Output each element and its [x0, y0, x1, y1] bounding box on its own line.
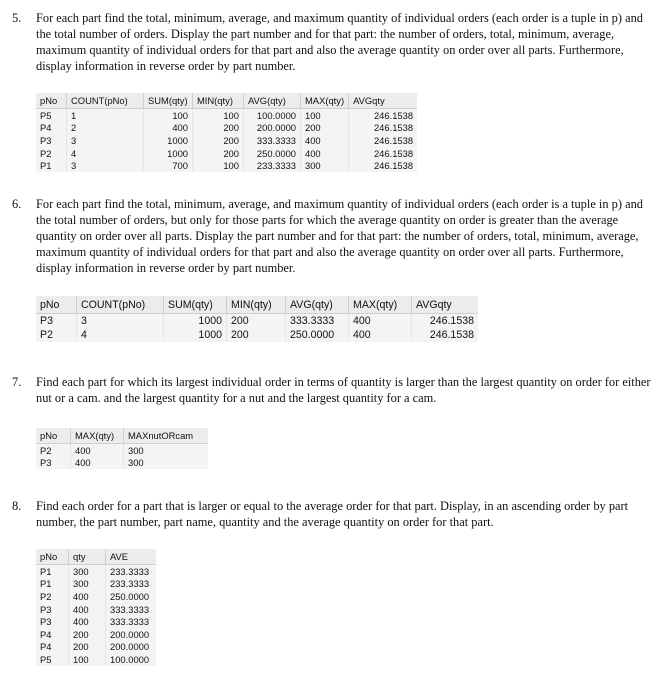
- table-row: [36, 159, 417, 172]
- table-cell: P5: [36, 109, 67, 122]
- column-header: MAX(qty): [349, 296, 412, 314]
- data-table: [36, 93, 417, 172]
- table-cell: P3: [36, 457, 71, 470]
- question-8: [12, 498, 652, 530]
- table-cell: P4: [36, 641, 69, 654]
- table-cell: 1000: [144, 134, 193, 147]
- table-row: [36, 628, 156, 641]
- table-row: [36, 109, 417, 122]
- table-cell: 250.0000: [286, 328, 349, 342]
- table-cell: 300: [128, 457, 144, 469]
- table-cell: P4: [36, 122, 67, 135]
- table-cell: 100.0000: [244, 109, 301, 122]
- result-table-q6: [36, 296, 478, 342]
- result-table-q7: [36, 428, 208, 469]
- column-header: MAX(qty): [301, 93, 349, 109]
- data-table: [36, 549, 156, 666]
- table-cell: 4: [77, 328, 164, 342]
- table-cell: P4: [36, 628, 69, 641]
- question-number: 7.: [12, 375, 22, 389]
- column-header: SUM(qty): [164, 296, 227, 314]
- table-cell: 100: [301, 109, 349, 122]
- table-cell: 400: [71, 457, 124, 470]
- column-header: MAXnutORcam: [124, 428, 209, 444]
- table-cell: 400: [71, 444, 124, 457]
- result-table-q8: [36, 549, 156, 666]
- column-header: MAX(qty): [71, 428, 124, 444]
- table-cell: 200: [69, 641, 106, 654]
- table-cell: 200.0000: [110, 628, 150, 640]
- column-header: pNo: [36, 428, 71, 444]
- table-cell: 100: [193, 159, 244, 172]
- table-cell: 233.3333: [244, 159, 301, 172]
- column-header: AVG(qty): [286, 296, 349, 314]
- table-row: [36, 444, 208, 457]
- table-cell: 400: [69, 615, 106, 628]
- table-cell: 200: [227, 314, 286, 329]
- table-cell: 3: [67, 159, 144, 172]
- table-cell: P2: [36, 328, 77, 342]
- table-cell: 233.3333: [110, 578, 150, 590]
- column-header: AVG(qty): [244, 93, 301, 109]
- table-cell: P1: [36, 578, 69, 591]
- table-cell: 200: [301, 122, 349, 135]
- table-cell: 100: [144, 109, 193, 122]
- table-cell: 400: [69, 603, 106, 616]
- data-table: [36, 428, 208, 469]
- question-text: For each part find the total, minimum, average, and maximum quantity of individual orders (each order is a tuple in p) and the total number of orders. Display the part number and for that part: the number of orders, total, minimum, average, maximum quantity of individual orders for that part and also the average quantity on order over all parts. Furthermore, display information in reverse order by part number.: [36, 11, 643, 73]
- table-cell: P3: [36, 615, 69, 628]
- table-cell: 333.3333: [286, 314, 349, 329]
- table-cell: 246.1538: [373, 160, 414, 172]
- table-row: [36, 314, 478, 329]
- question-text: For each part find the total, minimum, average, and maximum quantity of individual orders (each order is a tuple in p) and the total number of orders, but only for those parts for which the average quantity on order is greater than the average quantity on order over all parts. Display the part number and for that part: the number of orders, total, minimum, average, maximum quantity of individual orders for that part and also the average quantity on order over all parts. Furthermore, display information in reverse order by part number.: [36, 197, 643, 275]
- table-cell: 100: [69, 653, 106, 666]
- table-cell: 3: [77, 314, 164, 329]
- table-cell: 1000: [164, 314, 227, 329]
- table-cell: 3: [67, 134, 144, 147]
- table-cell: 246.1538: [373, 109, 414, 121]
- table-cell: P5: [36, 653, 69, 666]
- column-header: SUM(qty): [144, 93, 193, 109]
- table-cell: 400: [349, 328, 412, 342]
- table-cell: 400: [301, 147, 349, 160]
- table-header-row: [36, 296, 478, 314]
- table-cell: P1: [36, 565, 69, 578]
- table-cell: 333.3333: [110, 616, 150, 628]
- table-row: [36, 641, 156, 654]
- table-cell: 400: [144, 122, 193, 135]
- column-header: pNo: [36, 296, 77, 314]
- table-cell: P3: [36, 314, 77, 329]
- column-header: qty: [69, 549, 106, 565]
- table-cell: P2: [36, 147, 67, 160]
- table-cell: 246.1538: [429, 329, 474, 341]
- table-cell: 250.0000: [110, 590, 150, 602]
- question-5: [12, 10, 652, 74]
- table-cell: 100.0000: [110, 653, 150, 665]
- question-text: Find each order for a part that is larger or equal to the average order for that part. Display, in an ascending order by part number, the part number, part name, quantity and the average quantity on order for that part.: [36, 499, 629, 529]
- question-text: Find each part for which its largest individual order in terms of quantity is larger than the largest quantity on order for either nut or a cam. and the largest quantity for a nut and the largest quantity for a cam.: [36, 375, 651, 405]
- table-cell: 4: [67, 147, 144, 160]
- table-header-row: [36, 549, 156, 565]
- column-header: pNo: [36, 93, 67, 109]
- column-header: AVGqty: [349, 93, 418, 109]
- table-cell: 100: [193, 109, 244, 122]
- question-7: [12, 374, 652, 406]
- table-cell: 1000: [164, 328, 227, 342]
- table-row: [36, 134, 417, 147]
- table-cell: P1: [36, 159, 67, 172]
- table-cell: 400: [301, 134, 349, 147]
- column-header: MIN(qty): [193, 93, 244, 109]
- table-row: [36, 653, 156, 666]
- table-cell: 300: [69, 578, 106, 591]
- table-cell: 250.0000: [244, 147, 301, 160]
- table-cell: P3: [36, 603, 69, 616]
- table-row: [36, 615, 156, 628]
- table-cell: 1: [67, 109, 144, 122]
- question-6: [12, 196, 652, 276]
- table-cell: 200.0000: [244, 122, 301, 135]
- table-cell: 200: [193, 122, 244, 135]
- table-cell: 200: [227, 328, 286, 342]
- table-row: [36, 565, 156, 578]
- table-cell: 300: [128, 444, 144, 456]
- table-cell: P3: [36, 134, 67, 147]
- table-cell: 2: [67, 122, 144, 135]
- result-table-q5: [36, 93, 417, 172]
- table-cell: 200.0000: [110, 641, 150, 653]
- data-table: [36, 296, 478, 342]
- table-cell: P2: [36, 590, 69, 603]
- question-number: 5.: [12, 11, 22, 25]
- table-cell: 246.1538: [373, 134, 414, 146]
- table-cell: 333.3333: [244, 134, 301, 147]
- table-header-row: [36, 428, 208, 444]
- table-header-row: [36, 93, 417, 109]
- column-header: pNo: [36, 549, 69, 565]
- table-row: [36, 457, 208, 470]
- table-cell: 400: [349, 314, 412, 329]
- column-header: COUNT(pNo): [77, 296, 164, 314]
- table-cell: P2: [36, 444, 71, 457]
- table-row: [36, 578, 156, 591]
- table-cell: 400: [69, 590, 106, 603]
- table-cell: 200: [193, 134, 244, 147]
- column-header: AVE: [106, 549, 157, 565]
- table-row: [36, 147, 417, 160]
- table-cell: 333.3333: [110, 603, 150, 615]
- table-cell: 300: [301, 159, 349, 172]
- column-header: AVGqty: [412, 296, 479, 314]
- table-cell: 246.1538: [373, 122, 414, 134]
- column-header: COUNT(pNo): [67, 93, 144, 109]
- question-number: 6.: [12, 197, 22, 211]
- table-cell: 700: [144, 159, 193, 172]
- column-header: MIN(qty): [227, 296, 286, 314]
- table-row: [36, 590, 156, 603]
- table-cell: 200: [193, 147, 244, 160]
- table-cell: 233.3333: [110, 565, 150, 577]
- question-number: 8.: [12, 499, 22, 513]
- table-cell: 246.1538: [373, 147, 414, 159]
- table-cell: 200: [69, 628, 106, 641]
- table-row: [36, 603, 156, 616]
- table-cell: 300: [69, 565, 106, 578]
- table-row: [36, 328, 478, 342]
- table-cell: 246.1538: [429, 315, 474, 327]
- table-cell: 1000: [144, 147, 193, 160]
- table-row: [36, 122, 417, 135]
